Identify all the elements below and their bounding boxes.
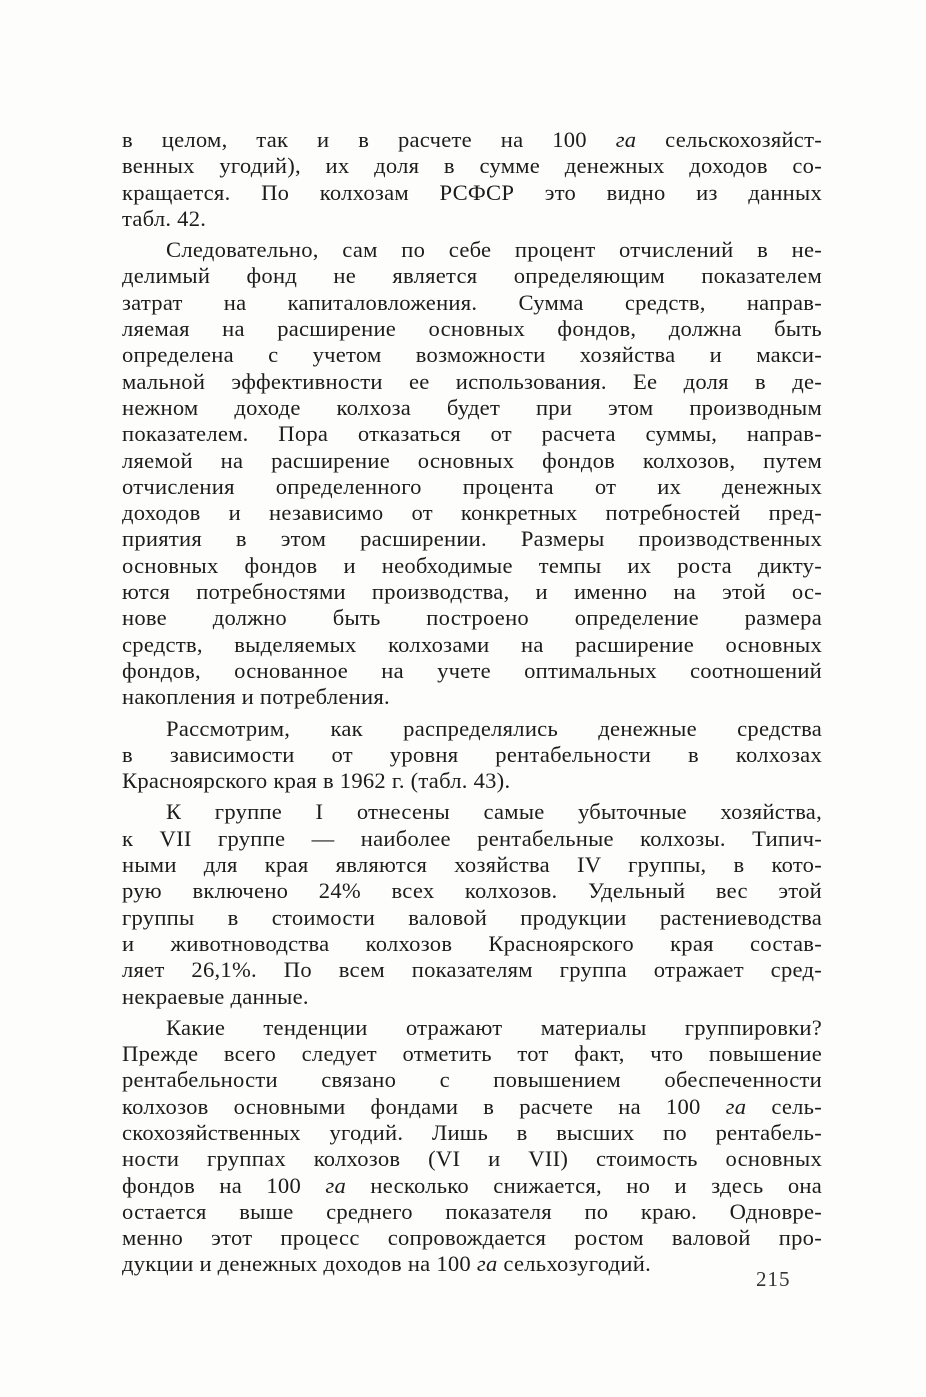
- text-line: некраевые данные.: [122, 983, 309, 1009]
- text-line: отчисления определенного процента от их денежных: [122, 473, 822, 499]
- text-line: скохозяйственных угодий. Лишь в высших по рентабель-: [122, 1119, 822, 1145]
- text-line: показателем. Пора отказаться от расчета суммы, направ-: [122, 421, 822, 447]
- text-line: доходов и независимо от конкретных потребностей пред-: [122, 500, 822, 526]
- text-line: К группе I отнесены самые убыточные хозяйства,: [166, 799, 822, 825]
- text-line: ются потребностями производства, и именно на этой ос-: [122, 579, 822, 605]
- text-line: к VII группе — наиболее рентабельные колхозы. Типич-: [122, 825, 822, 851]
- text-line: накопления и потребления.: [122, 684, 390, 710]
- text-line: и животноводства колхозов Красноярского края состав-: [122, 930, 822, 956]
- text-line: венных угодий), их доля в сумме денежных доходов со-: [122, 153, 822, 179]
- text-line: затрат на капиталовложения. Сумма средств, направ-: [122, 289, 822, 315]
- text-line: Красноярского края в 1962 г. (табл. 43).: [122, 768, 511, 794]
- text-line: ности группах колхозов (VI и VII) стоимость основных: [122, 1146, 822, 1172]
- text-line: приятия в этом расширении. Размеры производственных: [122, 526, 822, 552]
- text-line: основных фондов и необходимые темпы их роста дикту-: [122, 552, 822, 578]
- text-line: колхозов основными фондами в расчете на 100 га сель-: [122, 1093, 823, 1119]
- text-line: ными для края являются хозяйства IV группы, в кото-: [122, 852, 822, 878]
- text-line: группы в стоимости валовой продукции растениеводства: [122, 904, 822, 930]
- paragraph: [122, 799, 822, 1009]
- text-line: средств, выделяемых колхозами на расширение основных: [122, 631, 822, 657]
- text-line: рую включено 24% всех колхозов. Удельный вес этой: [122, 878, 822, 904]
- text-line: ляемой на расширение основных фондов колхозов, путем: [122, 447, 822, 473]
- text-line: остается выше среднего показателя по краю. Одновре-: [122, 1198, 822, 1224]
- text-line: фондов на 100 га несколько снижается, но и здесь она: [122, 1172, 822, 1198]
- paragraph: [122, 716, 822, 795]
- text-line: Рассмотрим, как распределялись денежные средства: [166, 715, 822, 741]
- text-line: Следовательно, сам по себе процент отчислений в не-: [166, 237, 822, 263]
- text-line: мальной эффективности ее использования. Ее доля в де-: [122, 368, 822, 394]
- text-line: кращается. По колхозам РСФСР это видно из данных: [122, 179, 822, 205]
- text-line: нове должно быть построено определение размера: [122, 605, 822, 631]
- page-number: 215: [756, 1267, 791, 1291]
- text-line: Прежде всего следует отметить тот факт, что повышение: [122, 1041, 822, 1067]
- text-line: нежном доходе колхоза будет при этом производным: [122, 394, 822, 420]
- text-line: определена с учетом возможности хозяйства и макси-: [122, 342, 822, 368]
- paragraph: [122, 1015, 822, 1278]
- text-line: рентабельности связано с повышением обеспеченности: [122, 1067, 822, 1093]
- text-line: ляемая на расширение основных фондов, должна быть: [122, 316, 822, 342]
- text-line: дукции и денежных доходов на 100 га сельхозугодий.: [122, 1251, 651, 1277]
- text-line: в зависимости от уровня рентабельности в колхозах: [122, 741, 822, 767]
- text-line: ляет 26,1%. По всем показателям группа отражает сред-: [122, 957, 822, 983]
- text-line: фондов, основанное на учете оптимальных соотношений: [122, 657, 822, 683]
- text-line: менно этот процесс сопровождается ростом валовой про-: [122, 1225, 822, 1251]
- text-line: в целом, так и в расчете на 100 га сельскохозяйст-: [122, 127, 822, 152]
- body-text: [122, 127, 822, 1283]
- text-line: Какие тенденции отражают материалы группировки?: [166, 1014, 822, 1040]
- text-line: делимый фонд не является определяющим показателем: [122, 263, 822, 289]
- text-line: табл. 42.: [122, 205, 207, 231]
- paragraph: [122, 127, 822, 232]
- paragraph: [122, 237, 822, 710]
